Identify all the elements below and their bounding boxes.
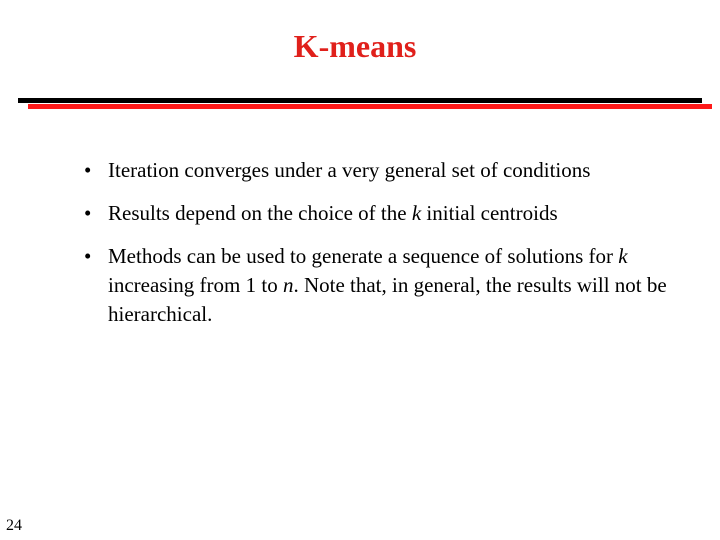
bullet-text: Methods can be used to generate a sequence of solutions for	[108, 244, 619, 268]
bullet-item	[84, 199, 684, 228]
bullet-marker: •	[84, 158, 92, 182]
bullet-variable: k	[411, 201, 422, 225]
bullet-list	[84, 156, 684, 343]
slide-title: K-means	[293, 28, 417, 64]
bullet-text: . Note that, in general, the results will not be hierarchical.	[108, 273, 667, 326]
title-underline-black	[18, 98, 702, 103]
bullet-text: increasing from 1 to	[108, 273, 283, 297]
bullet-text: initial centroids	[421, 201, 558, 225]
bullet-item	[84, 242, 684, 329]
title-underline-red	[28, 104, 712, 109]
bullet-marker: •	[84, 244, 92, 268]
bullet-text: Results depend on the choice of the	[108, 201, 412, 225]
bullet-marker: •	[84, 201, 92, 225]
bullet-variable: n	[282, 273, 294, 297]
bullet-variable: k	[618, 244, 628, 268]
bullet-item	[84, 156, 684, 185]
bullet-text: Iteration converges under a very general set of conditions	[108, 158, 591, 182]
page-number: 24	[6, 517, 22, 534]
